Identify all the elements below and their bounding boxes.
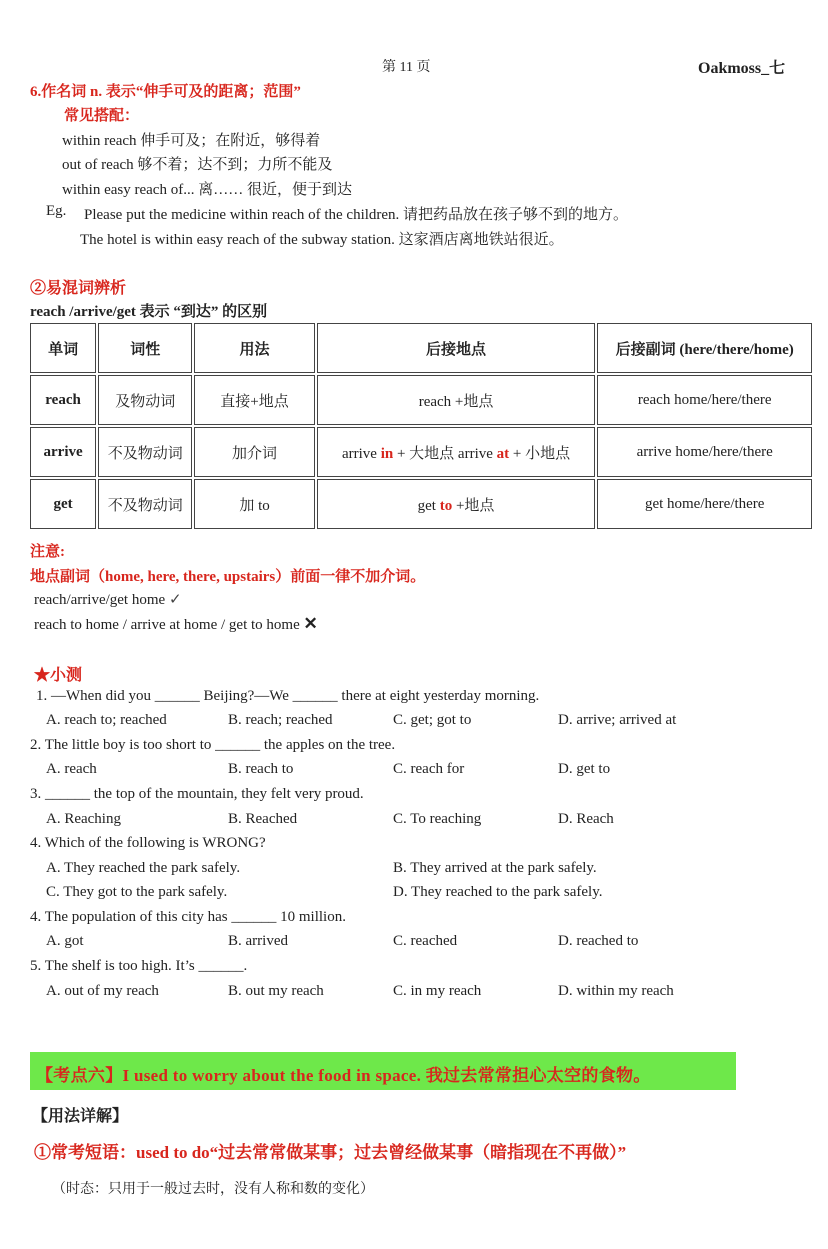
eg-label: Eg.: [46, 203, 67, 219]
quiz-option: C. To reaching: [393, 811, 482, 827]
cell-pos: 及物动词: [98, 375, 192, 425]
wrong-text: reach to home / arrive at home / get to home: [34, 617, 300, 633]
key-point-banner: [30, 1052, 736, 1090]
cell-word: get: [30, 479, 96, 529]
brand-name: Oakmoss_七: [698, 60, 786, 77]
section-2-title: ②易混词辨析: [30, 280, 127, 297]
phrase-title: ①常考短语：used to do“过去常常做某事；过去曾经做某事（暗指现在不再做）”: [34, 1143, 627, 1162]
example-sentence: Please put the medicine within reach of the children. 请把药品放在孩子够不到的地方。: [84, 207, 629, 223]
correct-text: reach/arrive/get home: [34, 592, 166, 608]
quiz-option: B. reach to: [228, 761, 294, 777]
table-row: [30, 479, 812, 529]
quiz-option: B. out my reach: [228, 983, 324, 999]
note-rule: 地点副词（home, here, there, upstairs）前面一律不加介词。: [30, 569, 426, 585]
section-2-subtitle: reach /arrive/get 表示 “到达” 的区别: [30, 304, 268, 320]
quiz-option: B. reach; reached: [228, 712, 333, 728]
cell-adverb: get home/here/there: [597, 479, 812, 529]
table-header: 后接副词 (here/there/home): [597, 323, 812, 373]
cell-pos: 不及物动词: [98, 427, 192, 477]
comparison-table: [28, 321, 814, 531]
cell-usage: 加介词: [194, 427, 314, 477]
table-header-row: [30, 323, 812, 373]
correct-example: [34, 590, 182, 609]
quiz-option: C. in my reach: [393, 983, 482, 999]
cell-place: reach +地点: [317, 375, 596, 425]
quiz-option: C. reached: [393, 933, 458, 949]
quiz-question: 4. The population of this city has ______ 10 million.: [30, 909, 346, 925]
quiz-option: B. Reached: [228, 811, 298, 827]
quiz-question: 2. The little boy is too short to ______ the apples on the tree.: [30, 737, 396, 753]
quiz-option: C. get; got to: [393, 712, 472, 728]
quiz-option: A. got: [46, 933, 84, 949]
cell-usage: 加 to: [194, 479, 314, 529]
page-number: 第 11 页: [382, 60, 431, 75]
collocation-item: within reach 伸手可及；在附近，够得着: [62, 133, 321, 149]
preposition-in: in: [380, 445, 394, 462]
collocation-item: out of reach 够不着；达不到；力所不能及: [62, 157, 333, 173]
key-point-text: 【考点六】I used to worry about the food in space. 我过去常常担心太空的食物。: [36, 1066, 651, 1085]
place-text: + 小地点: [509, 445, 571, 462]
place-text: get: [417, 497, 440, 514]
table-header: 后接地点: [317, 323, 596, 373]
cell-adverb: reach home/here/there: [597, 375, 812, 425]
table-header: 用法: [194, 323, 314, 373]
quiz-question: 5. The shelf is too high. It’s ______.: [30, 958, 248, 974]
quiz-option: D. They reached to the park safely.: [393, 884, 603, 900]
example-sentence: The hotel is within easy reach of the subway station. 这家酒店离地铁站很近。: [80, 232, 564, 248]
wrong-example: [34, 614, 318, 634]
quiz-option: D. reached to: [558, 933, 639, 949]
quiz-option: A. Reaching: [46, 811, 121, 827]
quiz-option: A. reach: [46, 761, 97, 777]
quiz-option: A. They reached the park safely.: [46, 860, 241, 876]
quiz-option: C. reach for: [393, 761, 465, 777]
place-text: +地点: [452, 497, 495, 514]
place-text: arrive: [341, 445, 381, 462]
table-header: 词性: [98, 323, 192, 373]
collocations-label: 常见搭配：: [64, 108, 140, 124]
cross-icon: ✕: [303, 614, 318, 633]
quiz-option: A. reach to; reached: [46, 712, 167, 728]
place-text: + 大地点 arrive: [393, 445, 497, 462]
usage-title: 【用法详解】: [32, 1108, 129, 1125]
tense-note: （时态：只用于一般过去时，没有人称和数的变化）: [52, 1182, 374, 1197]
quiz-option: B. arrived: [228, 933, 288, 949]
quiz-option: C. They got to the park safely.: [46, 884, 228, 900]
table-row: [30, 427, 812, 477]
note-label: 注意:: [30, 544, 65, 560]
check-icon: ✓: [168, 592, 182, 608]
quiz-option: D. arrive; arrived at: [558, 712, 677, 728]
table-header: 单词: [30, 323, 96, 373]
quiz-option: D. within my reach: [558, 983, 674, 999]
quiz-option: D. get to: [558, 761, 611, 777]
cell-place: [317, 427, 596, 477]
table-row: [30, 375, 812, 425]
cell-word: arrive: [30, 427, 96, 477]
cell-pos: 不及物动词: [98, 479, 192, 529]
quiz-question: 4. Which of the following is WRONG?: [30, 835, 266, 851]
preposition-at: at: [496, 445, 510, 462]
cell-usage: 直接+地点: [194, 375, 314, 425]
cell-adverb: arrive home/here/there: [597, 427, 812, 477]
cell-word: reach: [30, 375, 96, 425]
cell-place: [317, 479, 596, 529]
quiz-question: 3. ______ the top of the mountain, they felt very proud.: [30, 786, 364, 802]
quiz-option: D. Reach: [558, 811, 614, 827]
quiz-title: ★小测: [34, 667, 83, 684]
section-6-title: 6.作名词 n. 表示“伸手可及的距离；范围”: [30, 84, 301, 100]
quiz-question: 1. —When did you ______ Beijing?—We ______ there at eight yesterday morning.: [36, 688, 540, 704]
collocation-item: within easy reach of... 离…… 很近，便于到达: [62, 182, 352, 198]
preposition-to: to: [439, 497, 453, 514]
quiz-option: A. out of my reach: [46, 983, 159, 999]
quiz-option: B. They arrived at the park safely.: [393, 860, 597, 876]
